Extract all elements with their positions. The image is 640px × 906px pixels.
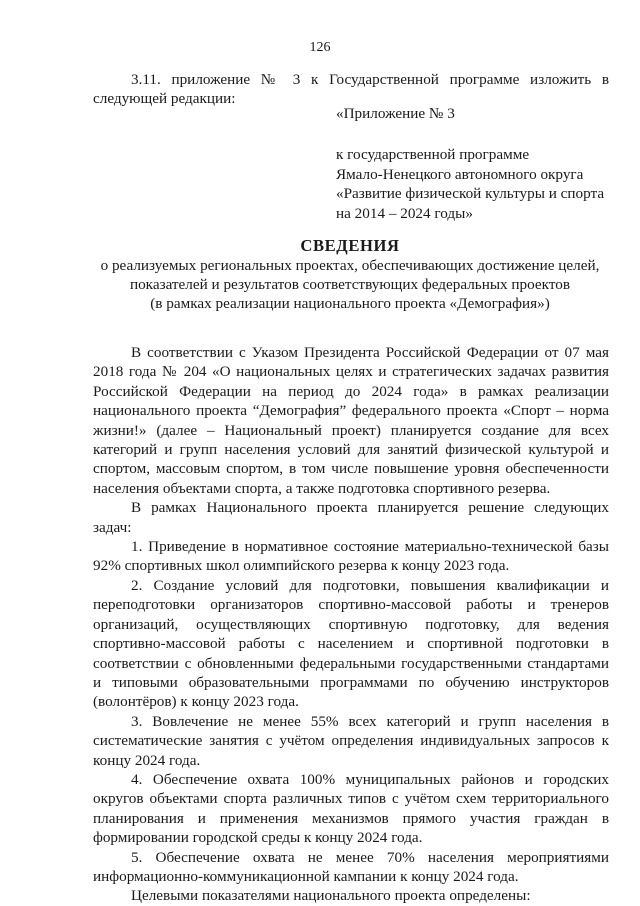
heading-subtitle-line: (в рамках реализации национального проекта «Демография») [150,295,550,313]
task-item: 1. Приведение в нормативное состояние материально-технической базы 92% спортивных школ олимпийского резерва к концу 2023 года. [93,538,609,575]
heading-title: СВЕДЕНИЯ [300,236,400,255]
document-body [93,343,609,906]
page-number: 126 [309,40,331,55]
heading-subtitle-line: о реализуемых региональных проектах, обеспечивающих достижение целей, [100,257,600,274]
body-paragraph: В рамках Национального проекта планируется решение следующих задач: [93,499,609,536]
task-item: 5. Обеспечение охвата не менее 70% населения мероприятиями информационно-коммуникационной кампании к концу 2024 года. [93,848,609,885]
appendix-title: «Приложение № 3 [336,105,455,122]
appendix-line: на 2014 – 2024 годы» [336,204,473,222]
appendix-line: Ямало-Ненецкого автономного округа [336,165,584,183]
document-heading [90,236,610,314]
task-item: 2. Создание условий для подготовки, повышения квалификации и переподготовки организаторов спортивно-массовой работы и тренеров организаций, осуществляющих спортивную подготовку, для ведения спортивно-массовой работы с населением и спортивной подготовки в соответствии с обновленными федеральными государственными стандартами и типовыми образовательными программами по обучению инструкторов (волонтёров) к концу 2023 года. [93,576,609,711]
appendix-header [336,104,616,223]
appendix-line: к государственной программе [336,146,530,164]
task-item: 4. Обеспечение охвата 100% муниципальных районов и городских округов объектами спорта различных типов с учётом схем территориального планирования и применения механизмов прямого участия граждан в формировании городской среды к концу 2024 года. [93,770,609,847]
heading-subtitle-line: показателей и результатов соответствующих федеральных проектов [129,276,571,294]
body-paragraph: В соответствии с Указом Президента Российской Федерации от 07 мая 2018 года № 204 «О национальных целях и стратегических задачах развития Российской Федерации на период до 2024 года» в рамках реализации национального проекта “Демография” федерального проекта «Спорт – норма жизни!» (далее – Национальный проект) планируется создание для всех категорий и групп населения условий для занятий физической культурой и спортом, массовым спортом, в том числе повышение уровня обеспеченности населения объектами спорта, а также подготовка спортивного резерва. [93,344,609,497]
intro-paragraph [93,70,609,109]
task-item: 3. Вовлечение не менее 55% всех категорий и групп населения в систематические занятия с учётом определения индивидуальных запросов к концу 2024 года. [93,712,609,769]
intro-text: 3.11. приложение № 3 к Государственной программе изложить в следующей редакции: [93,71,609,108]
body-paragraph: Целевыми показателями национального проекта определены: [131,887,531,905]
appendix-line: «Развитие физической культуры и спорта [336,185,605,203]
